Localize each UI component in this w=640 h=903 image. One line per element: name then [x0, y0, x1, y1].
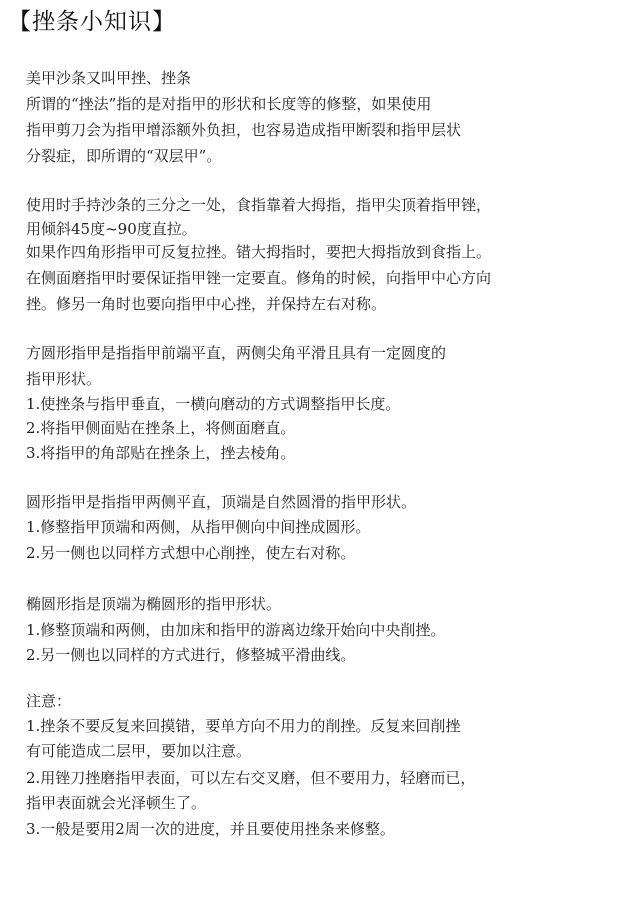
usage-line-3: 如果作四角形指甲可反复拉挫。错大拇指时，要把大拇指放到食指上。 — [26, 243, 492, 261]
intro-line-2: 所谓的“挫法”指的是对指甲的形状和长度等的修整，如果使用 — [26, 95, 432, 113]
usage-line-1: 使用时手持沙条的三分之一处，食指靠着大拇指，指甲尖顶着指甲锉， — [26, 196, 492, 214]
notes-item-1a: 1.挫条不要反复来回摸错，要单方向不用力的削挫。反复来回削挫 — [26, 717, 461, 735]
page-title: 【挫条小知识】 — [8, 9, 176, 35]
usage-line-4: 在侧面磨指甲时要保证指甲锉一定要直。修角的时候，向指甲中心方向 — [26, 269, 492, 287]
notes-item-2a: 2.用锉刀挫磨指甲表面，可以左右交叉磨，但不要用力，轻磨而已， — [26, 769, 476, 787]
round-line-1: 圆形指甲是指指甲两侧平直，顶端是自然圆滑的指甲形状。 — [26, 493, 417, 511]
square-round-step-1: 1.使挫条与指甲垂直，一横向磨动的方式调整指甲长度。 — [26, 395, 401, 413]
oval-line-1: 椭圆形指是顶端为椭圆形的指甲形状。 — [26, 595, 282, 613]
square-round-line-1: 方圆形指甲是指指甲前端平直，两侧尖角平滑且具有一定圆度的 — [26, 344, 447, 362]
square-round-line-2: 指甲形状。 — [26, 370, 102, 388]
usage-line-2: 用倾斜45度~90度直拉。 — [26, 220, 197, 238]
oval-step-2: 2.另一侧也以同样的方式进行，修整城平滑曲线。 — [26, 646, 356, 664]
intro-line-4: 分裂症，即所谓的“双层甲”。 — [26, 147, 222, 165]
round-step-2: 2.另一侧也以同样方式想中心削挫，使左右对称。 — [26, 544, 356, 562]
notes-heading: 注意： — [26, 692, 72, 710]
notes-item-2b: 指甲表面就会光泽顿生了。 — [26, 794, 207, 812]
usage-line-5: 挫。修另一角时也要向指甲中心挫，并保持左右对称。 — [26, 295, 387, 313]
notes-item-3: 3.一般是要用2周一次的进度，并且要使用挫条来修整。 — [26, 820, 395, 838]
intro-line-3: 指甲剪刀会为指甲增添额外负担，也容易造成指甲断裂和指甲层状 — [26, 121, 462, 139]
intro-line-1: 美甲沙条又叫甲挫、挫条 — [26, 69, 192, 87]
square-round-step-3: 3.将指甲的角部贴在挫条上，挫去棱角。 — [26, 444, 296, 462]
notes-item-1b: 有可能造成二层甲，要加以注意。 — [26, 742, 252, 760]
square-round-step-2: 2.将指甲侧面贴在挫条上，将侧面磨直。 — [26, 419, 296, 437]
round-step-1: 1.修整指甲顶端和两侧，从指甲侧向中间挫成圆形。 — [26, 518, 371, 536]
oval-step-1: 1.修整顶端和两侧，由加床和指甲的游离边缘开始向中央削挫。 — [26, 621, 446, 639]
